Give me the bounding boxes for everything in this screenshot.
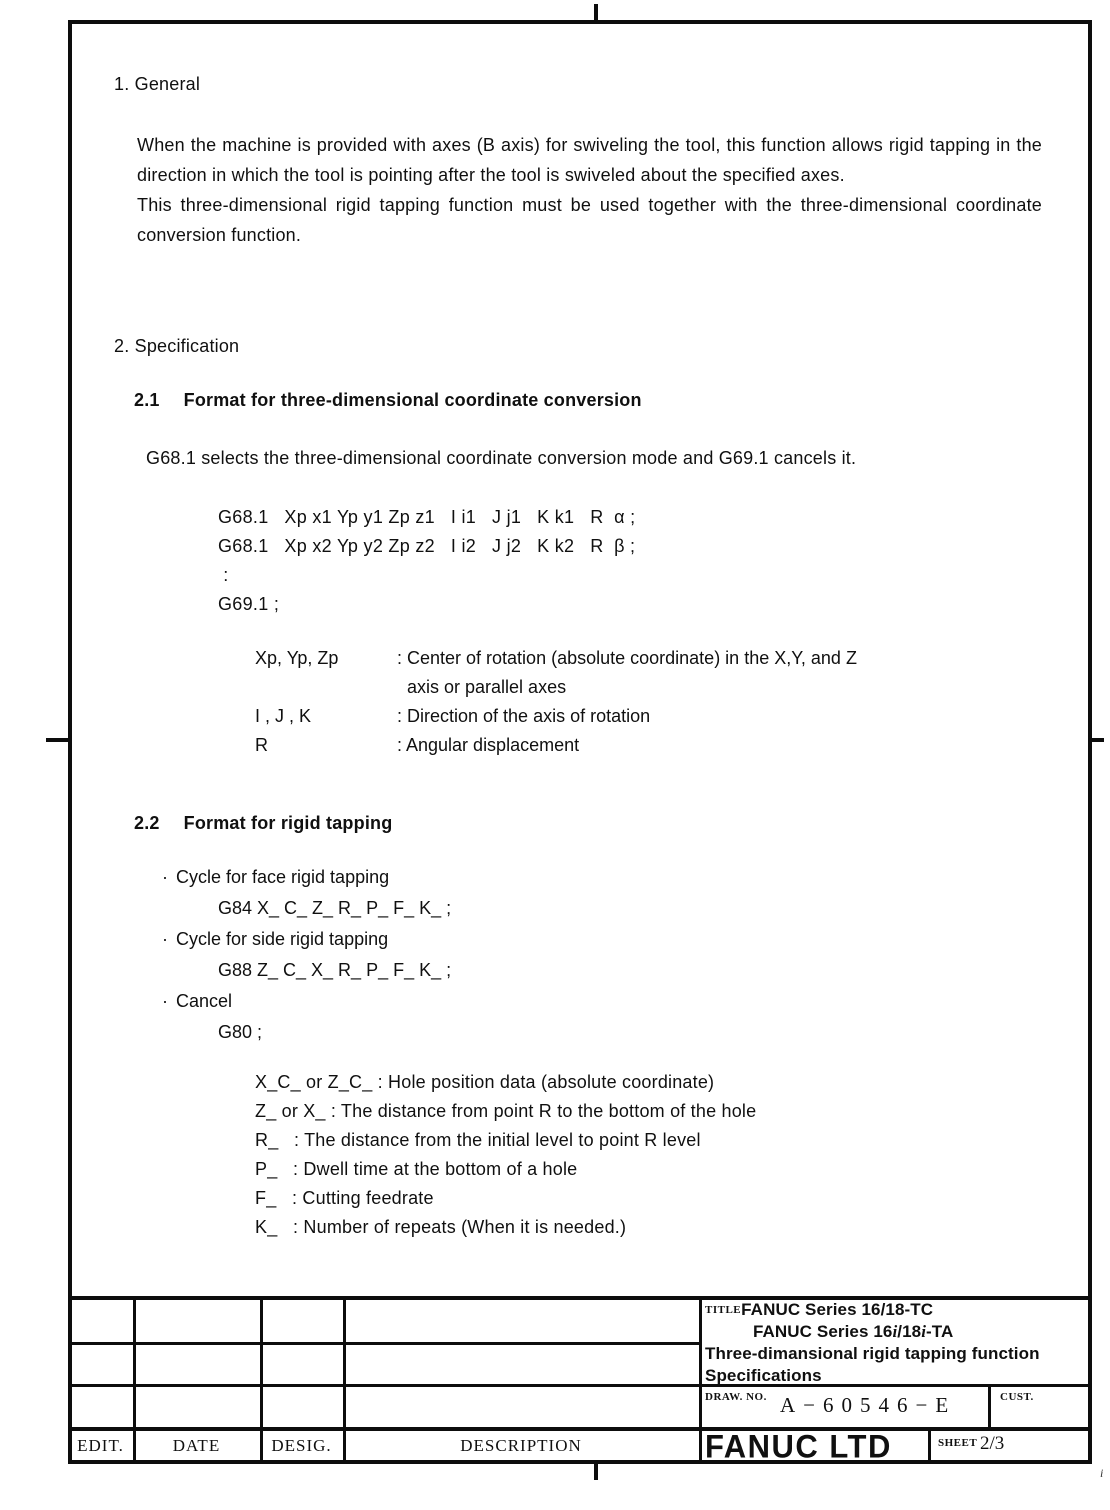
definition-line: X_C_ or Z_C_ : Hole position data (absolute coordinate) xyxy=(255,1072,715,1092)
code-line: G68.1 Xp x1 Yp y1 Zp z1 I i1 J j1 K k1 R α ; xyxy=(218,507,636,527)
revision-row-divider xyxy=(68,1342,699,1345)
list-item xyxy=(162,986,451,1017)
definition-term: Xp, Yp, Zp xyxy=(255,648,339,668)
definition-row xyxy=(255,673,857,702)
code-line: : xyxy=(218,565,229,585)
logo-sheet-divider xyxy=(928,1427,931,1464)
definition-text: axis or parallel axes xyxy=(397,677,567,697)
fanuc-logo: FANUC LTD xyxy=(705,1428,892,1465)
drawno-cust-divider xyxy=(988,1384,991,1431)
list-item xyxy=(162,862,451,893)
definition-row xyxy=(255,702,857,731)
section-title: Format for three-dimensional coordinate conversion xyxy=(183,390,642,410)
drawing-number: A−60546−E xyxy=(780,1393,957,1417)
section-2-2-heading xyxy=(134,813,392,834)
paragraph: When the machine is provided with axes (B axis) for swiveling the tool, this function allows rigid tapping in the direction in which the tool is pointing after the tool is swiveled about the specified axes. xyxy=(137,135,1042,185)
bullet-icon: · xyxy=(162,867,168,887)
description-title-divider xyxy=(699,1296,702,1464)
product-series-2: FANUC Series 16 xyxy=(753,1322,893,1341)
list-item xyxy=(162,924,451,955)
section-1-body xyxy=(137,130,1042,250)
definition-text: : Angular displacement xyxy=(397,735,580,755)
sheet-label: SHEET xyxy=(938,1437,978,1449)
title-cell xyxy=(705,1299,1089,1387)
section-number: 2.1 xyxy=(134,390,160,410)
bullet-icon: · xyxy=(162,991,168,1011)
title-line-2: FANUC Series 16i/18i-TA xyxy=(753,1322,954,1341)
definition-text: : Center of rotation (absolute coordinate) in the X,Y, and Z xyxy=(397,648,857,668)
definition-row xyxy=(255,644,857,673)
definition-line: F_ : Cutting feedrate xyxy=(255,1188,434,1208)
register-tick-right xyxy=(1090,738,1104,742)
definition-row xyxy=(255,731,857,760)
edit-column-label: EDIT. xyxy=(77,1436,124,1455)
sheet-number: 2/3 xyxy=(980,1433,1005,1454)
definition-line: P_ : Dwell time at the bottom of a hole xyxy=(255,1159,578,1179)
coordinate-parameter-definitions xyxy=(255,644,857,760)
desig-column-label: DESIG. xyxy=(271,1436,332,1455)
document-subtitle: Specifications xyxy=(705,1366,822,1385)
scan-artifact-mark: i xyxy=(1100,1466,1104,1480)
section-title: Format for rigid tapping xyxy=(183,813,393,833)
register-tick-top xyxy=(594,4,598,22)
register-tick-bottom xyxy=(594,1462,598,1480)
title-block xyxy=(68,1296,1092,1464)
list-item-label: Cancel xyxy=(176,991,233,1011)
title-label: TITLE xyxy=(705,1304,742,1316)
definition-line: Z_ or X_ : The distance from point R to the bottom of the hole xyxy=(255,1101,757,1121)
header-row-divider xyxy=(68,1427,1092,1431)
cust-label: CUST. xyxy=(1000,1391,1034,1403)
draw-no-label: DRAW. NO. xyxy=(705,1391,767,1403)
description-column-label: DESCRIPTION xyxy=(460,1436,582,1455)
code-line: G84 X_ C_ Z_ R_ P_ F_ K_ ; xyxy=(218,898,452,918)
definition-line: K_ : Number of repeats (When it is needed.) xyxy=(255,1217,627,1237)
definition-line: R_ : The distance from the initial level to point R level xyxy=(255,1130,701,1150)
tapping-parameter-definitions xyxy=(255,1068,756,1242)
code-line: G80 ; xyxy=(218,1022,263,1042)
title-line-1 xyxy=(705,1299,1089,1321)
section-2-1-heading xyxy=(134,390,642,411)
definition-term: R xyxy=(255,735,268,755)
section-2-heading: 2. Specification xyxy=(114,336,240,356)
paragraph: This three-dimensional rigid tapping function must be used together with the three-dimensional coordinate conversion function. xyxy=(137,195,1042,245)
list-item-label: Cycle for side rigid tapping xyxy=(176,929,389,949)
document-title: Three-dimansional rigid tapping function xyxy=(705,1344,1040,1363)
bullet-icon: · xyxy=(162,929,168,949)
code-line: G69.1 ; xyxy=(218,594,280,614)
date-column-label: DATE xyxy=(172,1436,221,1455)
rigid-tapping-cycle-list xyxy=(162,862,451,1048)
section-number: 2.2 xyxy=(134,813,160,833)
g68-code-block xyxy=(218,503,635,619)
code-line: G68.1 Xp x2 Yp y2 Zp z2 I i2 J j2 K k2 R β ; xyxy=(218,536,636,556)
register-tick-left xyxy=(46,738,70,742)
section-1-heading: 1. General xyxy=(114,74,201,94)
product-series-1: FANUC Series 16/18-TC xyxy=(741,1300,934,1319)
definition-text: : Direction of the axis of rotation xyxy=(397,706,651,726)
definition-term: I , J , K xyxy=(255,706,312,726)
code-line: G88 Z_ C_ X_ R_ P_ F_ K_ ; xyxy=(218,960,452,980)
list-item-label: Cycle for face rigid tapping xyxy=(176,867,390,887)
g68-intro-text: G68.1 selects the three-dimensional coordinate conversion mode and G69.1 cancels it. xyxy=(146,448,857,468)
